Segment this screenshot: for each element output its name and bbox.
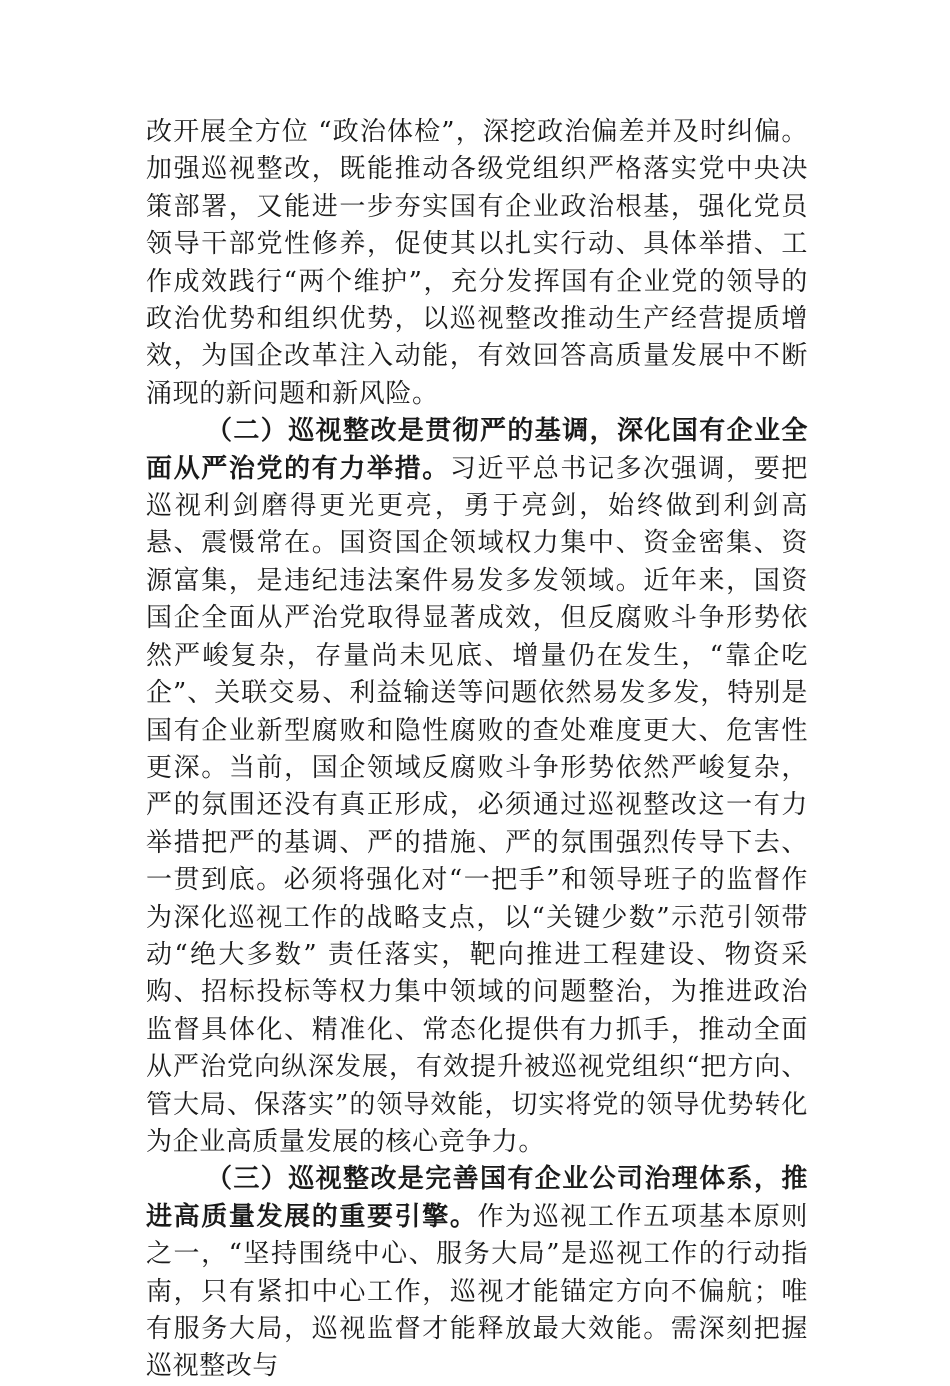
section-heading-2: （二）巡视整改是贯彻严的基调，深化国有企业全面从严治党的有力举措。 <box>146 416 808 484</box>
paragraph-3 <box>146 1161 808 1385</box>
paragraph-1-text: 改开展全方位 “政治体检”，深挖政治偏差并及时纠偏。加强巡视整改，既能推动各级党组织严格落实党中央决策部署，又能进一步夯实国有企业政治根基，强化党员领导干部党性修养，促使其以扎实行动、具体举措、工作成效践行“两个维护”，充分发挥国有企业党的领导的政治优势和组织优势，以巡视整改推动生产经营提质增效，为国企改革注入动能，有效回答高质量发展中不断涌现的新问题和新风险。 <box>146 117 808 409</box>
paragraph-1 <box>146 114 808 413</box>
document-body <box>146 114 808 1386</box>
paragraph-3-text: 作为巡视工作五项基本原则之一，“坚持围绕中心、服务大局”是巡视工作的行动指南，只有紧扣中心工作，巡视才能锚定方向不偏航；唯有服务大局，巡视监督才能释放最大效能。需深刻把握巡视整改与 <box>146 1201 808 1382</box>
paragraph-2 <box>146 413 808 1161</box>
paragraph-2-text: 习近平总书记多次强调，要把巡视利剑磨得更光更亮，勇于亮剑，始终做到利剑高悬、震慑常在。国资国企领域权力集中、资金密集、资源富集，是违纪违法案件易发多发领域。近年来，国资国企全面从严治党取得显著成效，但反腐败斗争形势依然严峻复杂，存量尚未见底、增量仍在发生，“靠企吃企”、关联交易、利益输送等问题依然易发多发，特别是国有企业新型腐败和隐性腐败的查处难度更大、危害性更深。当前，国企领域反腐败斗争形势依然严峻复杂，严的氛围还没有真正形成，必须通过巡视整改这一有力举措把严的基调、严的措施、严的氛围强烈传导下去、一贯到底。必须将强化对“一把手”和领导班子的监督作为深化巡视工作的战略支点，以“关键少数”示范引领带动“绝大多数” 责任落实，靶向推进工程建设、物资采购、招标投标等权力集中领域的问题整治，为推进政治监督具体化、精准化、常态化提供有力抓手，推动全面从严治党向纵深发展，有效提升被巡视党组织“把方向、管大局、保落实”的领导效能，切实将党的领导优势转化为企业高质量发展的核心竞争力。 <box>146 453 808 1157</box>
section-heading-3: （三）巡视整改是完善国有企业公司治理体系，推进高质量发展的重要引擎。 <box>146 1164 808 1232</box>
